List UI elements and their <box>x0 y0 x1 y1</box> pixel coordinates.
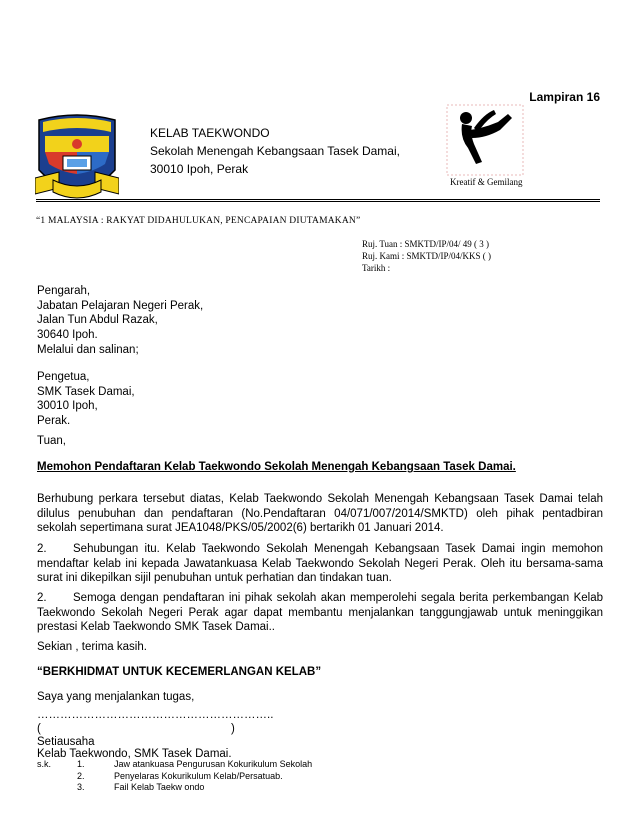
ref-date: Tarikh : <box>362 263 391 273</box>
letterhead <box>150 124 400 178</box>
school-crest-logo <box>35 112 119 204</box>
via-copy-line: Melalui dan salinan; <box>37 344 139 356</box>
signature-line: …………………………………………………….. <box>37 709 274 721</box>
signatory-title: Setiausaha <box>37 736 95 748</box>
salutation: Tuan, <box>37 435 66 447</box>
paragraph-3 <box>37 591 603 635</box>
closing-sign-off: Saya yang menjalankan tugas, <box>37 691 195 703</box>
recipient-address: Pengarah, Jabatan Pelajaran Negeri Perak, Jalan Tun Abdul Razak, 30640 Ipoh. <box>37 285 204 341</box>
paragraph-3-text: Semoga dengan pendaftaran ini pihak sekolah akan memperolehi segala berita perkembangan Kelab Taekwondo Sekolah Negeri Perak agar dapat membantu menjalankan tanggungjawab untuk meninggikan prestasi Kelab Taekwondo SMK Tasek Damai.. <box>37 592 603 633</box>
attachment-label: Lampiran 16 <box>529 90 600 104</box>
list-item: s.k. 1. Jaw atankuasa Pengurusan Kokurikulum Sekolah <box>37 759 313 769</box>
school-address: 30010 Ipoh, Perak <box>150 162 249 176</box>
paragraph-2 <box>37 542 603 586</box>
list-item: 2. Penyelaras Kokurikulum Kelab/Persatuab. <box>77 770 283 781</box>
paragraph-3-number: 2. <box>37 592 47 604</box>
ref-your: Ruj. Tuan : SMKTD/IP/04/ 49 ( 3 ) <box>362 239 490 249</box>
cc-address: Pengetua, SMK Tasek Damai, 30010 Ipoh, Perak. <box>37 371 135 427</box>
letter-subject: Memohon Pendaftaran Kelab Taekwondo Sekolah Menengah Kebangsaan Tasek Damai. <box>37 461 516 473</box>
signature-name-paren: ( ) <box>37 723 235 735</box>
club-motto: Kreatif & Gemilang <box>450 177 523 187</box>
reference-block <box>362 238 491 274</box>
list-item: 3. Fail Kelab Taekw ondo <box>77 782 205 792</box>
closing-thanks: Sekian , terima kasih. <box>37 641 147 653</box>
paragraph-1: Berhubung perkara tersebut diatas, Kelab Taekwondo Sekolah Menengah Kebangsaan Tasek Damai telah dilulus penubuhan dan pendaftaran (No.Pendaftaran 04/071/007/2014/SMKTD) oleh pihak pentadbiran sekolah sepertimana surat JEA1048/PKS/05/2002(6) bertarikh 01 Januari 2014. <box>37 493 603 534</box>
paragraph-2-number: 2. <box>37 543 47 555</box>
ref-our: Ruj. Kami : SMKTD/IP/04/KKS ( ) <box>362 251 492 261</box>
taekwondo-kicker-logo <box>446 104 524 176</box>
closing-motto: “BERKHIDMAT UNTUK KECEMERLANGAN KELAB” <box>37 666 322 678</box>
signatory-organisation: Kelab Taekwondo, SMK Tasek Damai. <box>37 748 232 760</box>
header-divider <box>36 199 600 202</box>
school-name: Sekolah Menengah Kebangsaan Tasek Damai, <box>150 144 400 158</box>
paragraph-2-text: Sehubungan itu. Kelab Taekwondo Sekolah Menengah Kebangsaan Tasek Damai ingin memohon mendaftar kelab ini kepada Jawatankuasa Kelab Taekwondo Sekolah Negeri Perak. Oleh itu bersama-sama surat ini dikepilkan sijil penubuhan untuk perhatian dan tindakan tuan. <box>37 543 603 584</box>
national-slogan: “1 MALAYSIA : RAKYAT DIDAHULUKAN, PENCAPAIAN DIUTAMAKAN” <box>36 216 361 226</box>
club-name: KELAB TAEKWONDO <box>150 126 270 140</box>
copy-list <box>37 759 312 794</box>
